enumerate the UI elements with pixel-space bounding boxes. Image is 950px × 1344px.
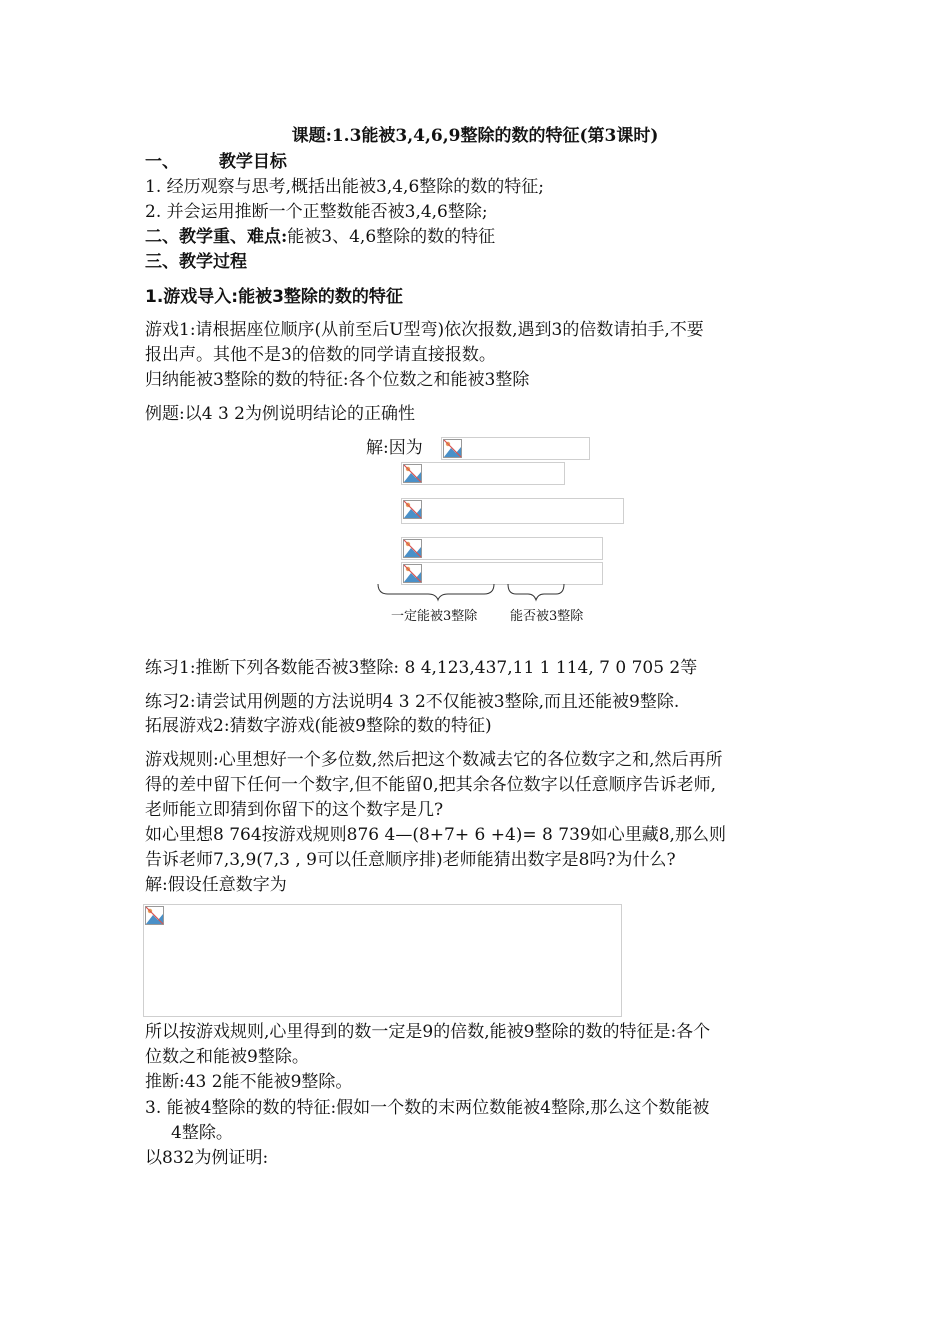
part-3-line-1: 3. 能被4整除的数的特征:假如一个数的末两位数能被4整除,那么这个数能被 (145, 1098, 710, 1118)
exercise-1: 练习1:推断下列各数能否被3整除: 8 4,123,437,11 1 114, 7 0 705 2等 (145, 658, 698, 678)
extension-game: 拓展游戏2:猜数字游戏(能被9整除的数的特征) (145, 716, 492, 736)
brace-diagram (370, 582, 610, 602)
goal-1: 1. 经历观察与思考,概括出能被3,4,6整除的数的特征; (145, 177, 545, 197)
section-2-text: 能被3、4,6整除的数的特征 (287, 227, 496, 247)
formula-image-2 (401, 462, 565, 485)
conclusion-2: 位数之和能被9整除。 (145, 1047, 309, 1067)
solution-prefix: 解:因为 (366, 438, 423, 458)
game-2-solution: 解:假设任意数字为 (145, 875, 287, 895)
game-2-example-1: 如心里想8 764按游戏规则876 4—(8+7+ 6 +4)= 8 739如心里藏8,那么则 (145, 825, 726, 845)
page-title: 课题:1.3能被3,4,6,9整除的数的特征(第3课时) (291, 126, 659, 146)
formula-image-3 (401, 498, 624, 524)
proof-image (143, 904, 622, 1017)
section-1-number: 一、 (145, 152, 179, 172)
section-1-heading (145, 150, 287, 174)
brace-left (378, 584, 494, 600)
broken-image-icon (443, 439, 462, 458)
exercise-2: 练习2:请尝试用例题的方法说明4 3 2不仅能被3整除,而且还能被9整除. (145, 692, 680, 712)
summary-line: 归纳能被3整除的数的特征:各个位数之和能被3整除 (145, 370, 530, 390)
part-3-line-2: 4整除。 (171, 1123, 233, 1143)
goal-2: 2. 并会运用推断一个正整数能否被3,4,6整除; (145, 202, 488, 222)
broken-image-icon (403, 564, 422, 583)
broken-image-icon (403, 500, 422, 519)
proof-prompt: 以832为例证明: (145, 1148, 269, 1168)
section-2-heading: 二、教学重、难点: (145, 227, 288, 247)
inference-line: 推断:43 2能不能被9整除。 (145, 1072, 353, 1092)
game-2-example-2: 告诉老师7,3,9(7,3 , 9可以任意顺序排)老师能猜出数字是8吗?为什么? (145, 850, 676, 870)
game-2-rule-3: 老师能立即猜到你留下的这个数字是几? (145, 800, 444, 820)
broken-image-icon (145, 906, 164, 925)
formula-image-4 (401, 537, 603, 560)
broken-image-icon (403, 464, 422, 483)
brace-right (508, 584, 564, 600)
game-2-rule-1: 游戏规则:心里想好一个多位数,然后把这个数减去它的各位数字之和,然后再所 (145, 750, 723, 770)
brace-label-1: 一定能被3整除 (391, 609, 478, 624)
example-line: 例题:以4 3 2为例说明结论的正确性 (145, 404, 415, 424)
section-3-heading: 三、教学过程 (145, 252, 247, 272)
game-1-line-2: 报出声。其他不是3的倍数的同学请直接报数。 (145, 345, 496, 365)
part-1-heading: 1.游戏导入:能被3整除的数的特征 (145, 287, 403, 307)
broken-image-icon (403, 539, 422, 558)
formula-image-1 (441, 437, 590, 460)
brace-label-2: 能否被3整除 (510, 609, 584, 624)
section-1-title: 教学目标 (218, 152, 287, 172)
section-2-line (145, 225, 495, 249)
game-2-rule-2: 得的差中留下任何一个数字,但不能留0,把其余各位数字以任意顺序告诉老师, (145, 775, 717, 795)
game-1-line-1: 游戏1:请根据座位顺序(从前至后U型弯)依次报数,遇到3的倍数请拍手,不要 (145, 320, 704, 340)
conclusion-1: 所以按游戏规则,心里得到的数一定是9的倍数,能被9整除的数的特征是:各个 (145, 1022, 711, 1042)
